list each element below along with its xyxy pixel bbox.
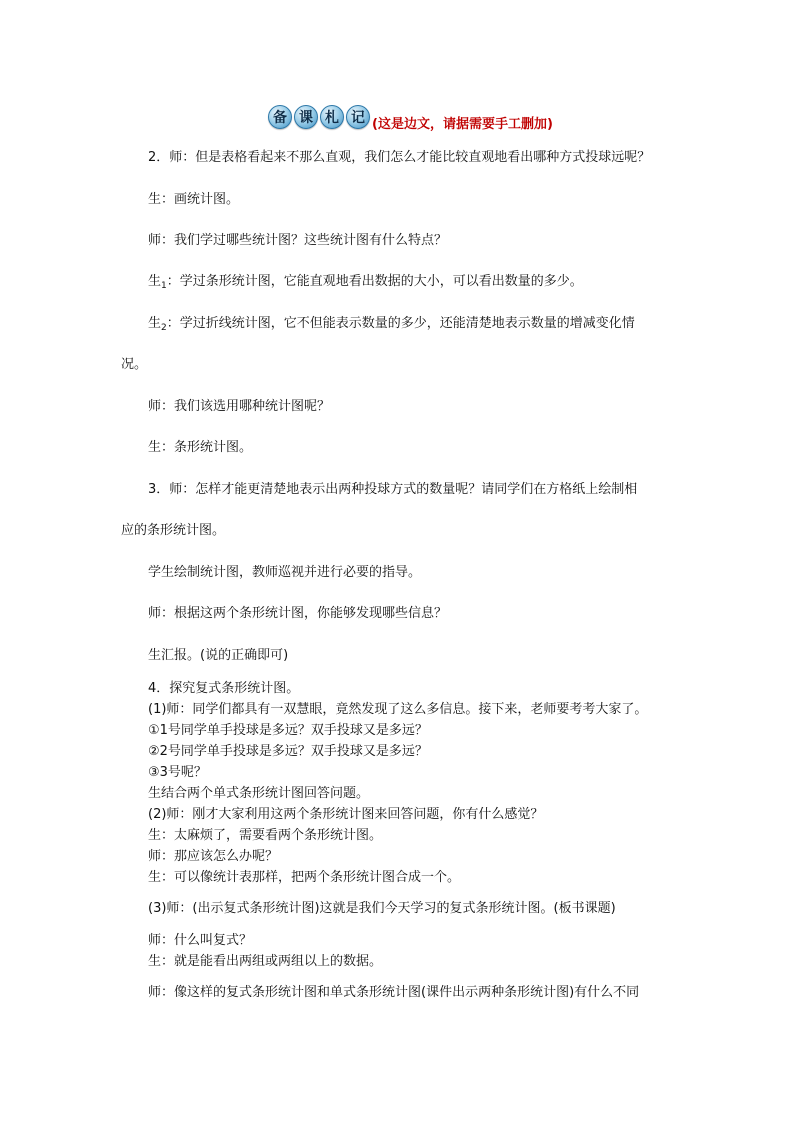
- badge-char-4: 记: [346, 105, 370, 129]
- para-item-2: (2)师：刚才大家利用这两个条形统计图来回答问题，你有什么感觉？: [148, 807, 544, 822]
- para-student-2: [148, 315, 635, 337]
- speaker-subscript: 2: [161, 323, 167, 333]
- para-question-2: 2．师：但是表格看起来不那么直观，我们怎么才能比较直观地看出哪种方式投球远呢？: [148, 150, 651, 165]
- para-student-drawing: 学生绘制统计图，教师巡视并进行必要的指导。: [148, 565, 422, 580]
- speaker-label: 生: [148, 316, 162, 331]
- para-teacher-question-1: 师：我们学过哪些统计图？这些统计图有什么特点？: [148, 233, 448, 248]
- para-student-answer-5: 生：就是能看出两组或两组以上的数据。: [148, 954, 383, 969]
- para-item-1: (1)师：同学们都具有一双慧眼，竟然发现了这么多信息。接下来，老师要考考大家了。: [148, 702, 648, 717]
- section-heading-4: 4．探究复式条形统计图。: [148, 681, 300, 696]
- para-teacher-question-2: 师：我们该选用哪种统计图呢？: [148, 399, 331, 414]
- para-subitem-1: ①1号同学单手投球是多远？双手投球又是多远？: [148, 723, 428, 738]
- para-teacher-question-4: 师：那应该怎么办呢？: [148, 849, 279, 864]
- para-subitem-3: ③3号呢？: [148, 765, 207, 780]
- para-student-2-cont: 况。: [121, 357, 148, 372]
- lesson-notes-badge: [268, 105, 370, 129]
- badge-char-1: 备: [268, 105, 292, 129]
- para-student-answer-2: 生：条形统计图。: [148, 440, 253, 455]
- notes-header: [268, 102, 553, 132]
- para-teacher-question-5: 师：什么叫复式？: [148, 933, 253, 948]
- para-student-report: 生汇报。(说的正确即可): [148, 648, 289, 663]
- para-subitem-2: ②2号同学单手投球是多远？双手投球又是多远？: [148, 744, 428, 759]
- para-question-3: 3．师：怎样才能更清楚地表示出两种投球方式的数量呢？请同学们在方格纸上绘制相: [148, 482, 638, 497]
- para-student-combine: 生结合两个单式条形统计图回答问题。: [148, 786, 370, 801]
- para-teacher-question-6: 师：像这样的复式条形统计图和单式条形统计图(课件出示两种条形统计图)有什么不同: [148, 985, 640, 1000]
- para-student-1: [148, 273, 583, 295]
- badge-char-2: 课: [294, 105, 318, 129]
- speaker-text: ：学过折线统计图，它不但能表示数量的多少，还能清楚地表示数量的增减变化情: [166, 316, 635, 331]
- para-item-3: (3)师：(出示复式条形统计图)这就是我们今天学习的复式条形统计图。(板书课题): [148, 901, 616, 916]
- margin-note: (这是边文，请据需要手工删加): [372, 116, 553, 132]
- badge-char-3: 札: [320, 105, 344, 129]
- para-student-answer-4: 生：可以像统计表那样，把两个条形统计图合成一个。: [148, 870, 461, 885]
- para-student-answer-1: 生：画统计图。: [148, 192, 240, 207]
- para-student-answer-3: 生：太麻烦了，需要看两个条形统计图。: [148, 828, 383, 843]
- para-teacher-question-3: 师：根据这两个条形统计图，你能够发现哪些信息？: [148, 606, 448, 621]
- para-question-3-cont: 应的条形统计图。: [121, 523, 226, 538]
- speaker-label: 生: [148, 274, 162, 289]
- speaker-text: ：学过条形统计图，它能直观地看出数据的大小，可以看出数量的多少。: [166, 274, 583, 289]
- speaker-subscript: 1: [161, 281, 167, 291]
